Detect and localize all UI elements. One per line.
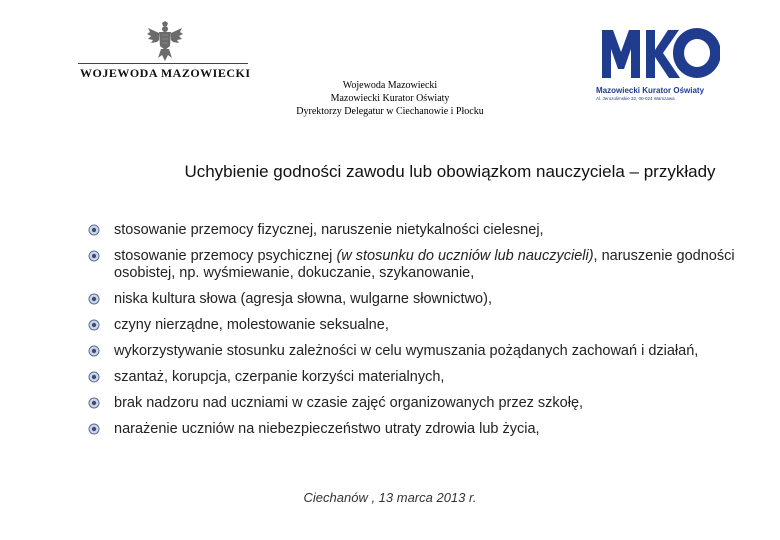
list-item [88, 248, 748, 282]
list-item-text: wykorzystywanie stosunku zależności w celu wymuszania pożądanych zachowań i działań, [114, 343, 699, 359]
wojewoda-title: WOJEWODA MAZOWIECKI [80, 66, 251, 80]
list-item [88, 395, 748, 412]
list-item [88, 317, 748, 334]
list-item [88, 369, 748, 386]
mko-logo-caption [596, 86, 720, 101]
list-item-text: narażenie uczniów na niebezpieczeństwo utraty zdrowia lub życia, [114, 421, 540, 437]
text-part: stosowanie przemocy psychicznej [114, 248, 337, 264]
header-line: Wojewoda Mazowiecki [342, 80, 438, 91]
footer-date: Ciechanów , 13 marca 2013 r. [303, 490, 477, 505]
text-italic: (w stosunku do uczniów lub nauczycieli) [336, 248, 594, 264]
text-part: , naruszenie godności osobistej, np. wyśmiewanie, dokuczanie, szykanowanie, [114, 248, 735, 281]
list-item [88, 222, 748, 239]
eagle-emblem-icon [145, 20, 185, 64]
bullet-icon [88, 224, 100, 236]
header-line: Dyrektorzy Delegatur w Ciechanowie i Płocku [296, 106, 484, 117]
list-item [88, 421, 748, 438]
list-item-text: szantaż, korupcja, czerpanie korzyści materialnych, [114, 369, 445, 385]
bullet-icon [88, 250, 100, 262]
slide-title: Uchybienie godności zawodu lub obowiązkom nauczyciela – przykłady [184, 162, 716, 181]
list-item [88, 291, 748, 308]
list-item [88, 343, 748, 360]
list-item-text: czyny nierządne, molestowanie seksualne, [114, 317, 389, 333]
header-rule [78, 63, 248, 64]
header-line: Mazowiecki Kurator Oświaty [330, 93, 450, 104]
bullet-icon [88, 423, 100, 435]
logo-address: Al. Jerozolimskie 32, 00-024 Warszawa [596, 96, 675, 101]
bullet-icon [88, 371, 100, 383]
list-item-text: brak nadzoru nad uczniami w czasie zajęć organizowanych przez szkołę, [114, 395, 584, 411]
bullet-icon [88, 319, 100, 331]
list-item-text: niska kultura słowa (agresja słowna, wulgarne słownictwo), [114, 291, 492, 307]
header-authorities [250, 79, 530, 118]
bullet-icon [88, 345, 100, 357]
list-item-text: stosowanie przemocy fizycznej, naruszenie nietykalności cielesnej, [114, 222, 544, 238]
examples-list [88, 222, 748, 447]
bullet-icon [88, 293, 100, 305]
list-item-text [114, 248, 748, 282]
logo-name: Mazowiecki Kurator Oświaty [596, 86, 705, 95]
bullet-icon [88, 397, 100, 409]
mko-logo-icon [596, 22, 720, 86]
